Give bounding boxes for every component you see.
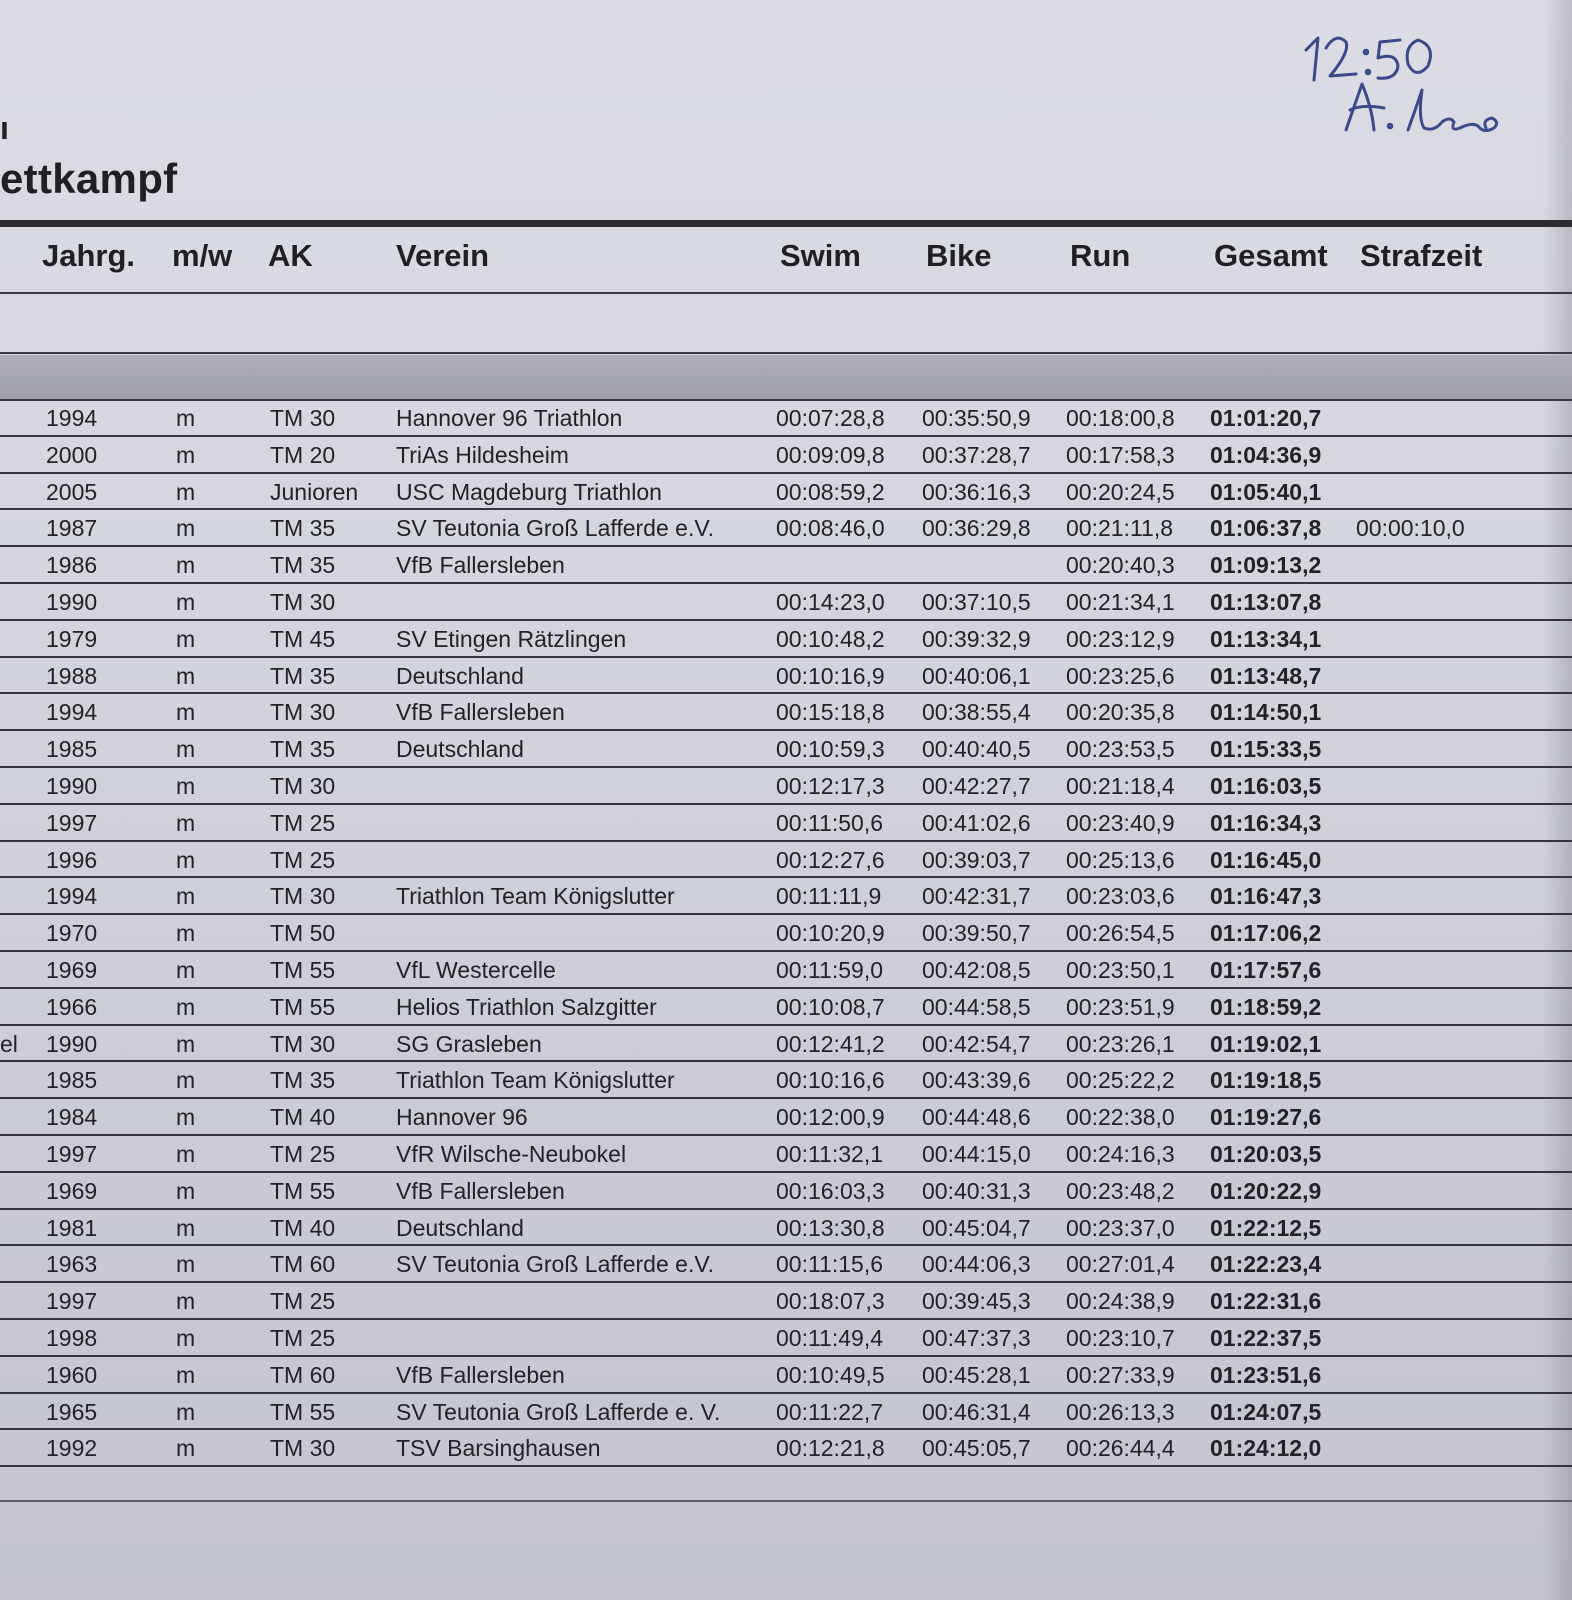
row-run-time: 00:23:10,7 (1066, 1324, 1175, 1351)
row-total-time: 01:16:47,3 (1210, 883, 1322, 910)
table-row (0, 510, 1572, 547)
row-club: VfR Wilsche-Neubokel (396, 1140, 627, 1167)
row-sex: m (176, 441, 196, 468)
row-swim-time: 00:10:16,6 (776, 1067, 885, 1094)
row-swim-time: 00:16:03,3 (776, 1177, 885, 1204)
row-bike-time: 00:39:50,7 (922, 920, 1031, 947)
row-run-time: 00:26:54,5 (1066, 920, 1175, 947)
row-age-class: TM 35 (270, 552, 336, 579)
results-table (0, 400, 1572, 1467)
row-age-class: TM 25 (270, 1140, 336, 1167)
table-row (0, 989, 1572, 1026)
col-header-age-class: AK (268, 238, 313, 273)
row-bike-time: 00:40:40,5 (922, 736, 1031, 763)
table-header (0, 238, 1572, 294)
row-swim-time: 00:12:21,8 (776, 1435, 885, 1462)
row-run-time: 00:17:58,3 (1066, 441, 1175, 468)
row-run-time: 00:23:37,0 (1066, 1214, 1175, 1241)
row-year: 1981 (46, 1214, 98, 1241)
row-bike-time: 00:45:05,7 (922, 1435, 1031, 1462)
row-age-class: TM 55 (270, 1398, 336, 1425)
row-sex: m (176, 515, 196, 542)
row-sex: m (176, 405, 196, 431)
table-row (0, 621, 1572, 658)
row-total-time: 01:22:23,4 (1210, 1251, 1322, 1278)
row-age-class: TM 30 (270, 772, 336, 799)
row-sex: m (176, 1398, 196, 1425)
row-year: 1965 (46, 1398, 98, 1425)
row-total-time: 01:17:57,6 (1210, 956, 1322, 983)
row-bike-time: 00:46:31,4 (922, 1398, 1031, 1425)
col-header-year: Jahrg. (42, 238, 136, 273)
row-run-time: 00:23:26,1 (1066, 1030, 1175, 1057)
row-sex: m (176, 772, 196, 799)
row-sex: m (176, 1324, 196, 1351)
row-age-class: TM 40 (270, 1104, 336, 1131)
row-swim-time: 00:11:22,7 (776, 1398, 884, 1425)
row-bike-time: 00:43:39,6 (922, 1067, 1031, 1094)
row-sex: m (176, 478, 196, 505)
row-year: 1994 (46, 405, 98, 431)
row-year: 1990 (46, 1030, 98, 1057)
row-club: TSV Barsinghausen (396, 1435, 601, 1462)
col-header-sex: m/w (172, 238, 233, 273)
row-club: SV Teutonia Groß Lafferde e.V. (396, 515, 714, 542)
row-run-time: 00:20:40,3 (1066, 552, 1175, 579)
table-row (0, 1394, 1572, 1431)
row-run-time: 00:27:33,9 (1066, 1361, 1175, 1388)
row-bike-time: 00:36:29,8 (922, 515, 1031, 542)
row-sex: m (176, 883, 196, 910)
row-total-time: 01:19:27,6 (1210, 1104, 1322, 1131)
row-name-fragment: el (0, 1030, 18, 1057)
handwritten-note (1300, 18, 1560, 148)
row-year: 1997 (46, 809, 98, 836)
row-club: SV Teutonia Groß Lafferde e.V. (396, 1251, 714, 1278)
row-bike-time: 00:44:48,6 (922, 1104, 1031, 1131)
table-row (0, 842, 1572, 879)
row-year: 1994 (46, 699, 98, 726)
row-swim-time: 00:11:11,9 (776, 883, 882, 910)
row-swim-time: 00:15:18,8 (776, 699, 885, 726)
row-bike-time: 00:40:06,1 (922, 662, 1031, 689)
row-total-time: 01:16:03,5 (1210, 772, 1322, 799)
table-row (0, 1430, 1572, 1467)
row-sex: m (176, 1140, 196, 1167)
row-bike-time: 00:41:02,6 (922, 809, 1031, 836)
row-bike-time: 00:38:55,4 (922, 699, 1031, 726)
row-sex: m (176, 1361, 196, 1388)
row-sex: m (176, 699, 196, 726)
row-run-time: 00:21:34,1 (1066, 588, 1175, 615)
row-swim-time: 00:12:41,2 (776, 1030, 885, 1057)
col-header-swim: Swim (780, 238, 861, 273)
row-age-class: TM 30 (270, 1435, 336, 1462)
row-total-time: 01:18:59,2 (1210, 993, 1322, 1020)
row-run-time: 00:21:18,4 (1066, 772, 1175, 799)
table-row (0, 400, 1572, 437)
row-bike-time: 00:44:06,3 (922, 1251, 1031, 1278)
row-swim-time: 00:12:00,9 (776, 1104, 885, 1131)
row-swim-time: 00:10:16,9 (776, 662, 885, 689)
row-total-time: 01:13:34,1 (1210, 625, 1322, 652)
row-age-class: TM 35 (270, 1067, 336, 1094)
table-bottom-rule (0, 1500, 1572, 1502)
col-header-bike: Bike (926, 238, 992, 273)
row-swim-time: 00:10:20,9 (776, 920, 885, 947)
row-bike-time: 00:44:58,5 (922, 993, 1031, 1020)
header-top-rule (0, 220, 1572, 227)
row-run-time: 00:22:38,0 (1066, 1104, 1175, 1131)
row-bike-time: 00:40:31,3 (922, 1177, 1031, 1204)
table-row (0, 805, 1572, 842)
table-row (0, 768, 1572, 805)
row-total-time: 01:24:07,5 (1210, 1398, 1322, 1425)
col-header-total: Gesamt (1214, 238, 1328, 273)
table-row (0, 474, 1572, 511)
row-total-time: 01:04:36,9 (1210, 441, 1322, 468)
row-swim-time: 00:10:48,2 (776, 625, 885, 652)
row-year: 1997 (46, 1140, 98, 1167)
row-year: 2005 (46, 478, 98, 505)
row-swim-time: 00:09:09,8 (776, 441, 885, 468)
row-sex: m (176, 1214, 196, 1241)
row-total-time: 01:22:12,5 (1210, 1214, 1322, 1241)
row-year: 1997 (46, 1288, 98, 1315)
row-total-time: 01:19:02,1 (1210, 1030, 1322, 1057)
row-swim-time: 00:10:59,3 (776, 736, 885, 763)
row-sex: m (176, 1067, 196, 1094)
row-age-class: TM 30 (270, 588, 336, 615)
row-bike-time: 00:42:08,5 (922, 956, 1031, 983)
table-row (0, 584, 1572, 621)
row-club: Deutschland (396, 736, 524, 763)
row-club: VfB Fallersleben (396, 1177, 565, 1204)
row-total-time: 01:14:50,1 (1210, 699, 1322, 726)
row-total-time: 01:22:37,5 (1210, 1324, 1322, 1351)
table-row (0, 1026, 1572, 1063)
table-row (0, 1062, 1572, 1099)
group-band (0, 355, 1572, 401)
row-run-time: 00:21:11,8 (1066, 515, 1174, 542)
row-sex: m (176, 1251, 196, 1278)
row-year: 1998 (46, 1324, 98, 1351)
row-swim-time: 00:11:50,6 (776, 809, 884, 836)
row-club: Triathlon Team Königslutter (396, 883, 675, 910)
row-bike-time: 00:42:27,7 (922, 772, 1031, 799)
row-year: 1992 (46, 1435, 98, 1462)
row-club: TriAs Hildesheim (396, 441, 569, 468)
table-row (0, 1246, 1572, 1283)
row-swim-time: 00:14:23,0 (776, 588, 885, 615)
row-swim-time: 00:13:30,8 (776, 1214, 885, 1241)
row-swim-time: 00:08:46,0 (776, 515, 885, 542)
row-total-time: 01:22:31,6 (1210, 1288, 1322, 1315)
row-run-time: 00:23:53,5 (1066, 736, 1175, 763)
row-year: 2000 (46, 441, 98, 468)
table-row (0, 658, 1572, 695)
row-bike-time: 00:42:31,7 (922, 883, 1031, 910)
table-row (0, 1283, 1572, 1320)
row-age-class: TM 35 (270, 662, 336, 689)
row-sex: m (176, 1030, 196, 1057)
table-row (0, 1099, 1572, 1136)
row-run-time: 00:27:01,4 (1066, 1251, 1175, 1278)
header-bottom-rule (0, 292, 1572, 294)
row-sex: m (176, 662, 196, 689)
row-run-time: 00:25:13,6 (1066, 846, 1175, 873)
row-sex: m (176, 956, 196, 983)
table-row (0, 437, 1572, 474)
row-year: 1984 (46, 1104, 98, 1131)
row-year: 1970 (46, 920, 98, 947)
row-run-time: 00:26:44,4 (1066, 1435, 1175, 1462)
row-sex: m (176, 809, 196, 836)
row-swim-time: 00:07:28,8 (776, 405, 885, 431)
row-run-time: 00:23:48,2 (1066, 1177, 1175, 1204)
row-age-class: TM 30 (270, 883, 336, 910)
row-swim-time: 00:10:08,7 (776, 993, 885, 1020)
row-swim-time: 00:08:59,2 (776, 478, 885, 505)
col-header-run: Run (1070, 238, 1131, 273)
row-swim-time: 00:12:27,6 (776, 846, 885, 873)
row-year: 1990 (46, 588, 98, 615)
row-bike-time: 00:47:37,3 (922, 1324, 1031, 1351)
row-run-time: 00:24:38,9 (1066, 1288, 1175, 1315)
row-swim-time: 00:10:49,5 (776, 1361, 885, 1388)
row-year: 1996 (46, 846, 98, 873)
row-age-class: TM 35 (270, 515, 336, 542)
col-header-club: Verein (396, 238, 490, 273)
row-year: 1960 (46, 1361, 98, 1388)
row-swim-time: 00:11:32,1 (776, 1140, 884, 1167)
row-club: USC Magdeburg Triathlon (396, 478, 662, 505)
row-club: VfL Westercelle (396, 956, 556, 983)
row-sex: m (176, 1177, 196, 1204)
row-age-class: TM 25 (270, 1288, 336, 1315)
group-top-rule (0, 352, 1572, 354)
table-row (0, 1320, 1572, 1357)
row-age-class: TM 50 (270, 920, 336, 947)
row-age-class: TM 60 (270, 1361, 336, 1388)
table-row (0, 1136, 1572, 1173)
row-sex: m (176, 625, 196, 652)
row-bike-time: 00:42:54,7 (922, 1030, 1031, 1057)
row-club: Triathlon Team Königslutter (396, 1067, 675, 1094)
row-club: Helios Triathlon Salzgitter (396, 993, 657, 1020)
row-total-time: 01:17:06,2 (1210, 920, 1322, 947)
row-sex: m (176, 1435, 196, 1462)
row-total-time: 01:23:51,6 (1210, 1361, 1322, 1388)
row-total-time: 01:16:45,0 (1210, 846, 1322, 873)
row-swim-time: 00:12:17,3 (776, 772, 885, 799)
row-run-time: 00:24:16,3 (1066, 1140, 1175, 1167)
row-total-time: 01:05:40,1 (1210, 478, 1322, 505)
row-total-time: 01:13:07,8 (1210, 588, 1322, 615)
page-title: ettkampf (0, 155, 178, 202)
row-club: SG Grasleben (396, 1030, 542, 1057)
row-run-time: 00:20:35,8 (1066, 699, 1175, 726)
row-total-time: 01:15:33,5 (1210, 736, 1322, 763)
row-total-time: 01:13:48,7 (1210, 662, 1322, 689)
row-run-time: 00:20:24,5 (1066, 478, 1175, 505)
row-swim-time: 00:11:49,4 (776, 1324, 884, 1351)
row-club: Hannover 96 (396, 1104, 528, 1131)
row-total-time: 01:09:13,2 (1210, 552, 1322, 579)
row-sex: m (176, 1104, 196, 1131)
row-club: VfB Fallersleben (396, 1361, 565, 1388)
row-run-time: 00:23:03,6 (1066, 883, 1175, 910)
row-sex: m (176, 920, 196, 947)
row-age-class: TM 60 (270, 1251, 336, 1278)
row-year: 1979 (46, 625, 98, 652)
table-row (0, 1357, 1572, 1394)
col-header-penalty: Strafzeit (1360, 238, 1483, 273)
row-sex: m (176, 993, 196, 1020)
row-age-class: TM 25 (270, 809, 336, 836)
row-age-class: TM 25 (270, 846, 336, 873)
table-row (0, 694, 1572, 731)
row-year: 1985 (46, 1067, 98, 1094)
row-age-class: Junioren (270, 478, 359, 505)
row-age-class: TM 30 (270, 405, 336, 431)
row-sex: m (176, 736, 196, 763)
row-total-time: 01:20:03,5 (1210, 1140, 1322, 1167)
row-age-class: TM 35 (270, 736, 336, 763)
row-year: 1969 (46, 1177, 98, 1204)
row-club: Hannover 96 Triathlon (396, 405, 623, 431)
row-bike-time: 00:36:16,3 (922, 478, 1031, 505)
row-sex: m (176, 1288, 196, 1315)
row-total-time: 01:19:18,5 (1210, 1067, 1322, 1094)
row-sex: m (176, 552, 196, 579)
table-row (0, 547, 1572, 584)
row-run-time: 00:18:00,8 (1066, 405, 1175, 431)
row-sex: m (176, 588, 196, 615)
row-age-class: TM 40 (270, 1214, 336, 1241)
table-row (0, 1173, 1572, 1210)
row-club: Deutschland (396, 662, 524, 689)
row-swim-time: 00:11:15,6 (776, 1251, 884, 1278)
row-run-time: 00:25:22,2 (1066, 1067, 1175, 1094)
row-age-class: TM 20 (270, 441, 336, 468)
row-year: 1963 (46, 1251, 98, 1278)
row-bike-time: 00:35:50,9 (922, 405, 1031, 431)
table-row (0, 915, 1572, 952)
table-row (0, 878, 1572, 915)
row-age-class: TM 55 (270, 956, 336, 983)
table-row (0, 731, 1572, 768)
row-age-class: TM 45 (270, 625, 336, 652)
row-year: 1994 (46, 883, 98, 910)
row-bike-time: 00:45:28,1 (922, 1361, 1031, 1388)
row-year: 1990 (46, 772, 98, 799)
row-total-time: 01:16:34,3 (1210, 809, 1322, 836)
row-run-time: 00:23:12,9 (1066, 625, 1175, 652)
row-bike-time: 00:45:04,7 (922, 1214, 1031, 1241)
row-sex: m (176, 846, 196, 873)
row-club: SV Etingen Rätzlingen (396, 625, 627, 652)
row-total-time: 01:01:20,7 (1210, 405, 1322, 431)
row-year: 1987 (46, 515, 98, 542)
row-club: VfB Fallersleben (396, 699, 565, 726)
heading-fragment: ı (0, 110, 9, 146)
row-age-class: TM 30 (270, 699, 336, 726)
row-year: 1986 (46, 552, 98, 579)
row-club: Deutschland (396, 1214, 524, 1241)
row-bike-time: 00:39:03,7 (922, 846, 1031, 873)
row-age-class: TM 55 (270, 1177, 336, 1204)
row-total-time: 01:06:37,8 (1210, 515, 1322, 542)
row-run-time: 00:23:40,9 (1066, 809, 1175, 836)
row-club: VfB Fallersleben (396, 552, 565, 579)
row-year: 1985 (46, 736, 98, 763)
row-year: 1966 (46, 993, 98, 1020)
row-bike-time: 00:37:10,5 (922, 588, 1031, 615)
table-row (0, 952, 1572, 989)
row-swim-time: 00:18:07,3 (776, 1288, 885, 1315)
row-year: 1969 (46, 956, 98, 983)
row-run-time: 00:23:51,9 (1066, 993, 1175, 1020)
row-total-time: 01:20:22,9 (1210, 1177, 1322, 1204)
row-swim-time: 00:11:59,0 (776, 956, 884, 983)
row-age-class: TM 30 (270, 1030, 336, 1057)
row-club: SV Teutonia Groß Lafferde e. V. (396, 1398, 721, 1425)
row-bike-time: 00:39:32,9 (922, 625, 1031, 652)
row-year: 1988 (46, 662, 98, 689)
row-run-time: 00:23:50,1 (1066, 956, 1175, 983)
row-total-time: 01:24:12,0 (1210, 1435, 1322, 1462)
row-run-time: 00:26:13,3 (1066, 1398, 1175, 1425)
table-row (0, 1210, 1572, 1247)
row-bike-time: 00:44:15,0 (922, 1140, 1031, 1167)
row-run-time: 00:23:25,6 (1066, 662, 1175, 689)
row-bike-time: 00:37:28,7 (922, 441, 1031, 468)
row-penalty-time: 00:00:10,0 (1356, 515, 1465, 542)
row-age-class: TM 25 (270, 1324, 336, 1351)
row-bike-time: 00:39:45,3 (922, 1288, 1031, 1315)
row-age-class: TM 55 (270, 993, 336, 1020)
